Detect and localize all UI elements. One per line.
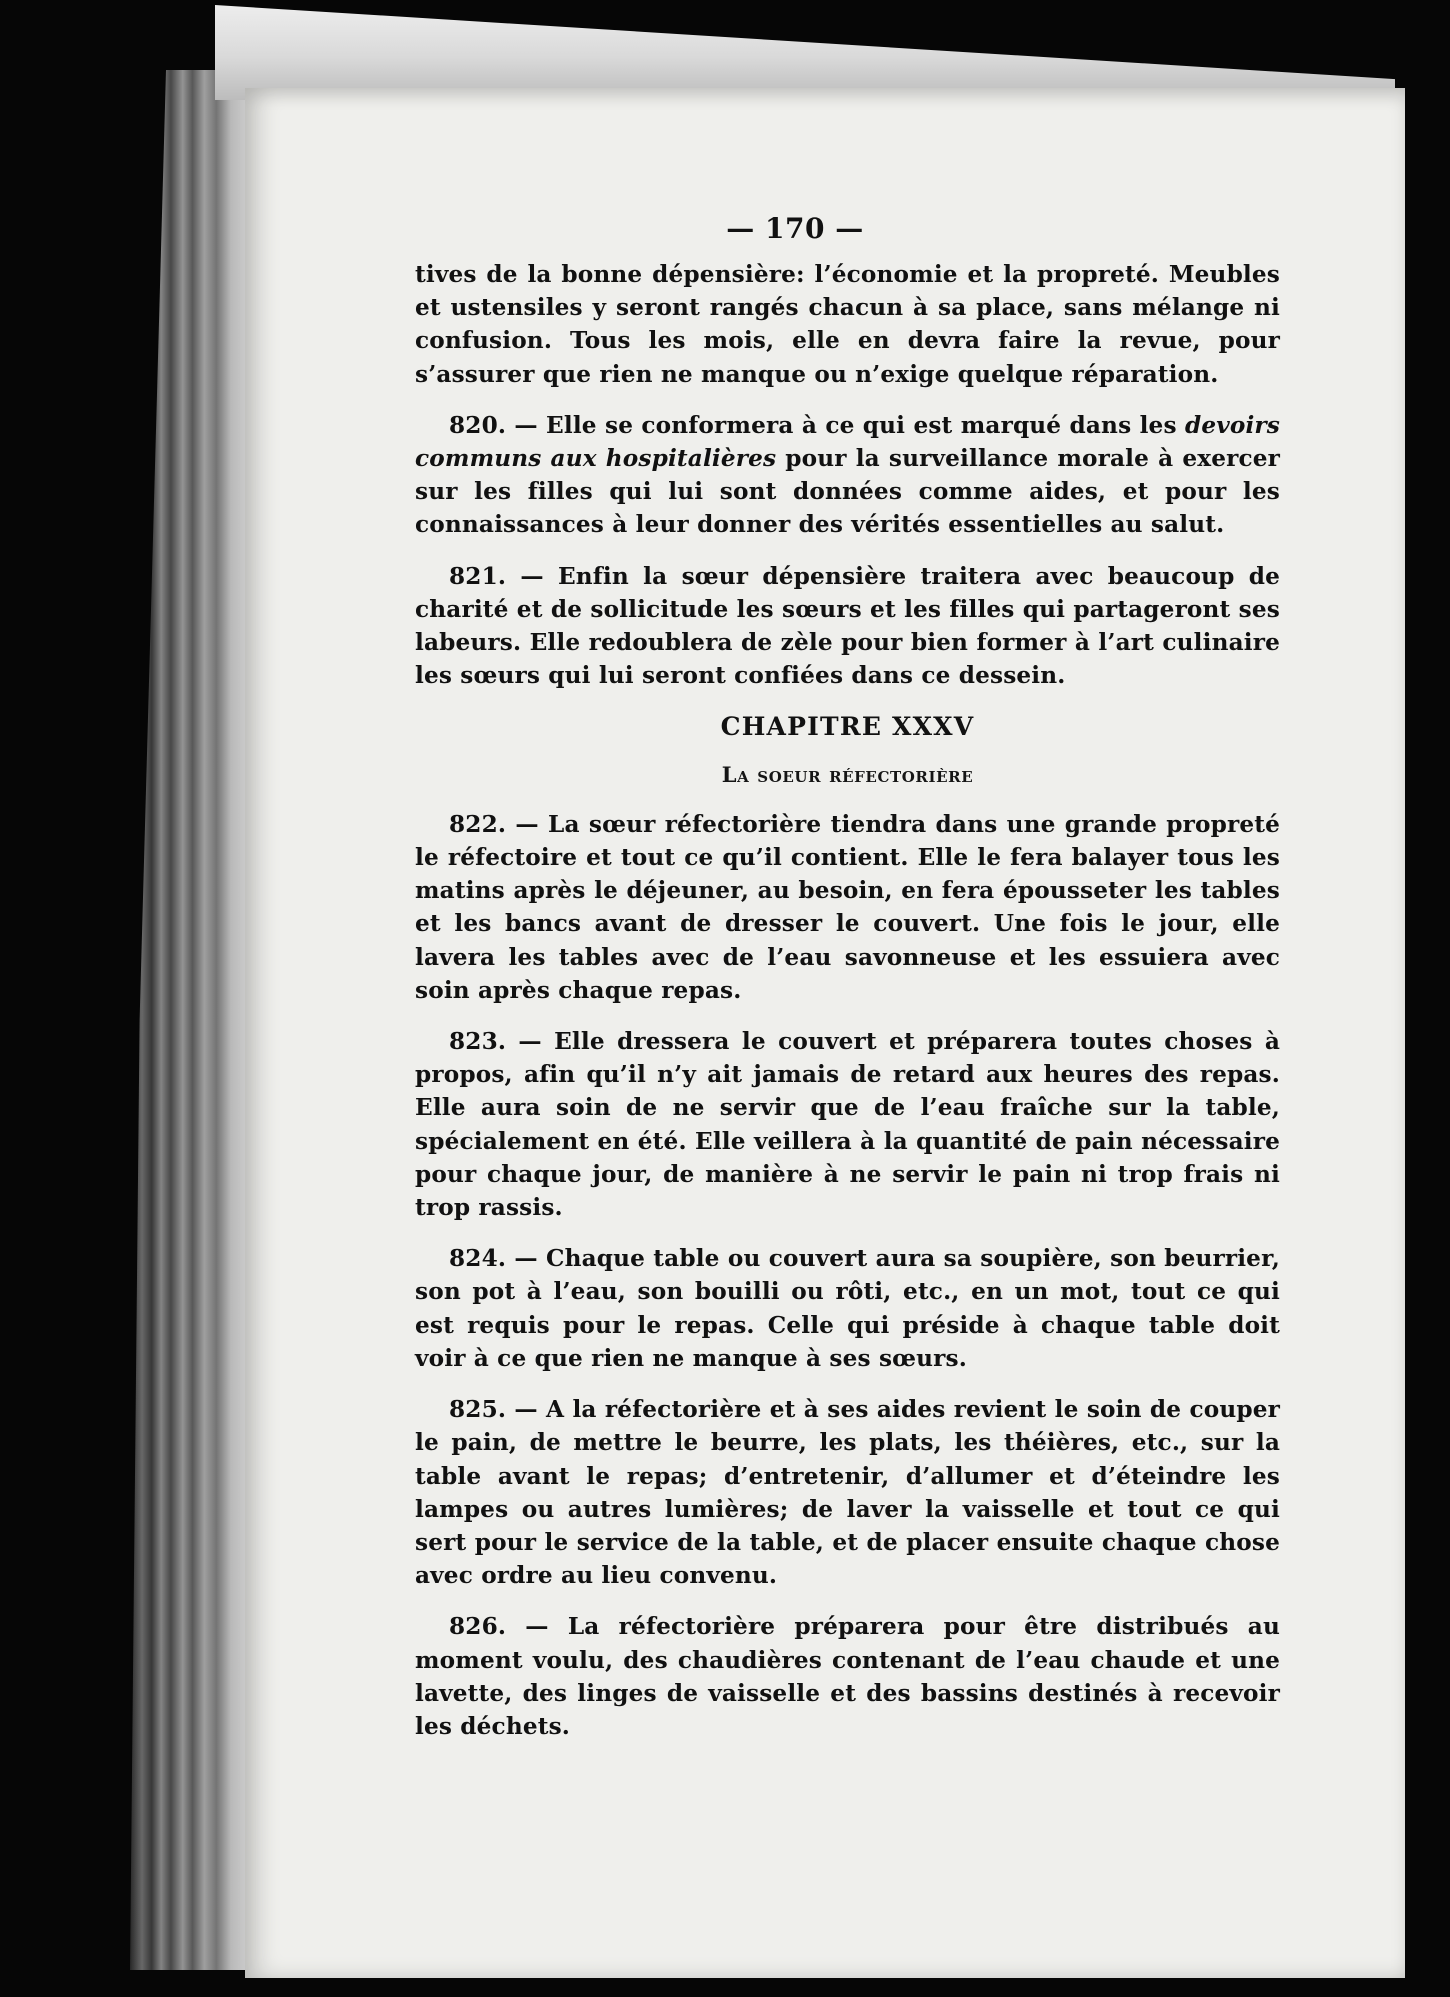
paragraph-text: La réfectorière préparera pour être distribués au moment voulu, des chaudières contenant de l’eau chaude et une lavette, des linges de vaisselle et des bassins destinés à recevoir les déchets. <box>415 1613 1280 1740</box>
paragraph-number: 824. — <box>449 1245 538 1273</box>
paragraph-822 <box>415 808 1280 1007</box>
page-text <box>415 258 1280 1761</box>
paragraph-text: Chaque table ou couvert aura sa soupière, son beurrier, son pot à l’eau, son bouilli ou rôti, etc., en un mot, tout ce qui est requis pour le repas. Celle qui préside à chaque table doit voir à ce que rien ne manque à ses sœurs. <box>415 1245 1280 1372</box>
chapter-subtitle: La soeur réfectorière <box>721 761 974 787</box>
paragraph-824 <box>415 1242 1280 1375</box>
page-number: — 170 — <box>726 212 864 245</box>
paragraph-intro: tives de la bonne dépensière: l’économie et la propreté. Meubles et ustensiles y seront rangés chacun à sa place, sans mélange ni confusion. Tous les mois, elle en devra faire la revue, pour s’assurer que rien ne manque ou n’exige quelque réparation. <box>415 261 1280 388</box>
paragraph-number: 822. — <box>449 810 539 838</box>
paragraph-text: Elle se conformera à ce qui est marqué dans les <box>537 411 1185 439</box>
paragraph-number: 823. — <box>449 1028 542 1056</box>
paragraph-820 <box>415 409 1280 542</box>
paragraph-number: 820. — <box>449 411 538 439</box>
paragraph-text: A la réfectorière et à ses aides revient le soin de couper le pain, de mettre le beurre, les plats, les théières, etc., sur la table avant le repas; d’entretenir, d’allumer et d’éteindre les lampes ou autres lumières; de laver la vaisselle et tout ce qui sert pour le service de la table, et de placer ensuite chaque chose avec ordre au lieu convenu. <box>415 1396 1280 1590</box>
paragraph-text: Elle dressera le couvert et préparera toutes choses à propos, afin qu’il n’y ait jamais de retard aux heures des repas. Elle aura soin de ne servir que de l’eau fraîche sur la table, spécialement en été. Elle veillera à la quantité de pain nécessaire pour chaque jour, de manière à ne servir le pain ni trop frais ni trop rassis. <box>415 1028 1280 1222</box>
paragraph-825 <box>415 1393 1280 1592</box>
paragraph-number: 821. — <box>449 562 544 590</box>
paragraph-text: La sœur réfectorière tiendra dans une grande propreté le réfectoire et tout ce qu’il contient. Elle le fera balayer tous les matins après le déjeuner, au besoin, en fera épousseter les tables et les bancs avant de dresser le couvert. Une fois le jour, elle lavera les tables avec de l’eau savonneuse et les essuiera avec soin après chaque repas. <box>415 810 1281 1004</box>
paragraph-text: pour la surveillance morale à exercer sur les filles qui lui sont données comme aides, et pour les connaissances à leur donner des vérités essentielles au salut. <box>415 445 1281 539</box>
paragraph-text: Enfin la sœur dépensière traitera avec beaucoup de charité et de sollicitude les sœurs et les filles qui partageront ses labeurs. Elle redoublera de zèle pour bien former à l’art culinaire les sœurs qui lui seront confiées dans ce dessein. <box>415 562 1280 690</box>
paragraph-number: 825. — <box>449 1396 538 1424</box>
paragraph-italic-text: devoirs communs aux hospitalières <box>415 411 1280 473</box>
paragraph-821 <box>415 560 1280 693</box>
paragraph-823 <box>415 1025 1280 1224</box>
paragraph-number: 826. — <box>449 1613 549 1641</box>
paragraph-826 <box>415 1610 1280 1743</box>
chapter-title: CHAPITRE XXXV <box>720 712 975 742</box>
